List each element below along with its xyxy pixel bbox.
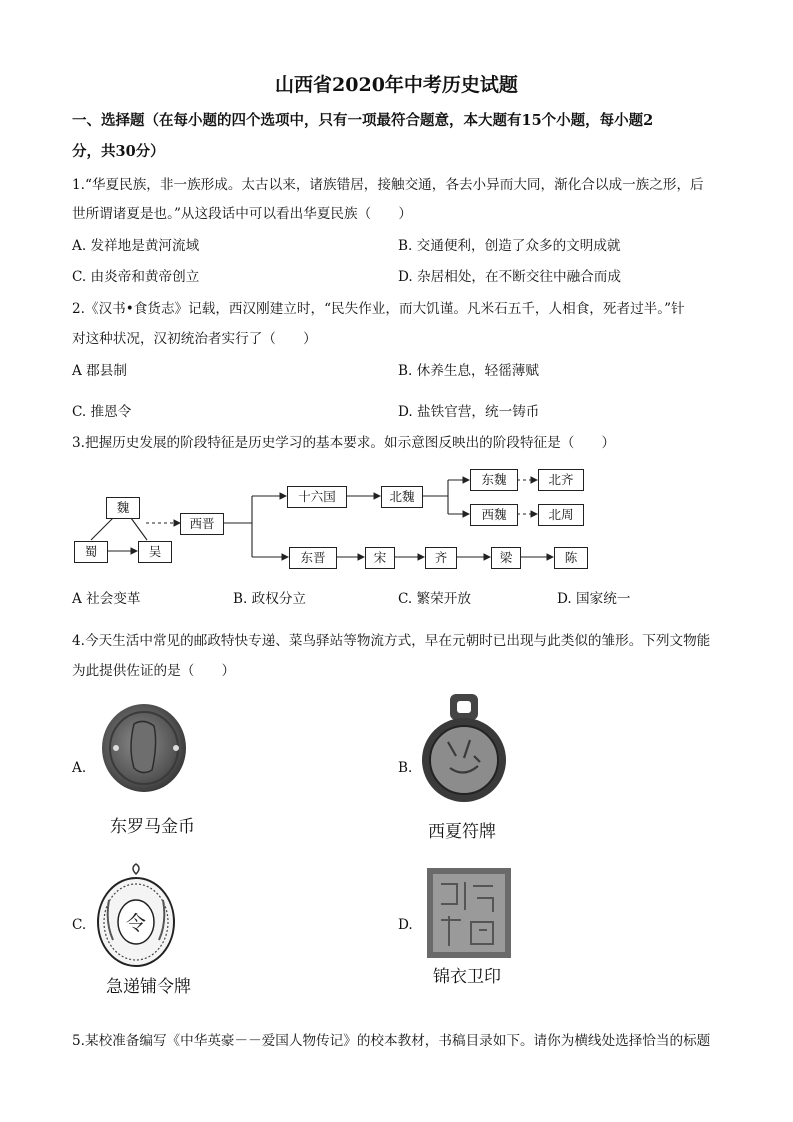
q2-option-d: D. 盐铁官营，统一铸币 — [398, 404, 540, 420]
q3-stem-line1: 3.把握历史发展的阶段特征是历史学习的基本要求。如示意图反映出的阶段特征是（ ） — [72, 435, 616, 451]
q3-option-c: C. 繁荣开放 — [398, 591, 471, 607]
q4-option-d-letter: D. — [398, 917, 413, 933]
q4-option-b-letter: B. — [398, 760, 413, 776]
q4-option-a-caption: 东罗马金币 — [110, 817, 195, 837]
q2-stem-line1: 2.《汉书•食货志》记载，西汉刚建立时，“民失作业，而大饥谨。凡米石五千，人相食，死者过半。”针 — [72, 301, 685, 317]
diagram-box-wei: 魏 — [106, 497, 140, 519]
q2-option-b: B. 休养生息，轻徭薄赋 — [398, 363, 539, 379]
diagram-box-dongwei: 东魏 — [470, 469, 518, 491]
q2-option-c: C. 推恩令 — [72, 404, 132, 420]
svg-text:令: 令 — [126, 911, 146, 935]
page-title: 山西省2020年中考历史试题 — [275, 74, 518, 96]
q4-option-d-caption: 锦衣卫印 — [433, 967, 501, 987]
diagram-box-xiwei: 西魏 — [470, 504, 518, 526]
diagram-box-beizhou: 北周 — [538, 504, 584, 526]
q1-option-c: C. 由炎帝和黄帝创立 — [72, 269, 200, 285]
diagram-box-qi: 齐 — [425, 547, 457, 569]
q2-option-a: A 郡县制 — [72, 363, 127, 379]
q1-option-a: A. 发祥地是黄河流域 — [72, 238, 200, 254]
q1-option-b: B. 交通便利，创造了众多的文明成就 — [398, 238, 621, 254]
q3-option-b: B. 政权分立 — [233, 591, 307, 607]
q2-stem-line2: 对这种状况，汉初统治者实行了（ ） — [72, 331, 317, 347]
byzantine-gold-coin-image — [98, 702, 190, 794]
diagram-box-song: 宋 — [365, 547, 395, 569]
section-heading-line2: 分，共30分） — [72, 143, 165, 160]
q4-option-c-letter: C. — [72, 917, 87, 933]
q1-stem-line1: 1.“华夏民族，非一族形成。太古以来，诸族错居，接触交通，各去小异而大同，渐化合以成一族之形，后 — [72, 177, 704, 193]
q3-option-a: A 社会变革 — [72, 591, 141, 607]
q3-option-d: D. 国家统一 — [557, 591, 631, 607]
q4-stem-line1: 4.今天生活中常见的邮政特快专递、菜鸟驿站等物流方式，早在元朝时已出现与此类似的雏形。下列文物能 — [72, 633, 711, 649]
western-xia-tally-image — [418, 690, 510, 806]
brocade-guard-seal-image — [427, 868, 511, 958]
q4-option-a-letter: A. — [72, 760, 87, 776]
diagram-box-wu: 吴 — [138, 541, 172, 563]
diagram-box-shu: 蜀 — [74, 541, 108, 563]
q4-stem-line2: 为此提供佐证的是（ ） — [72, 663, 236, 679]
q1-option-d: D. 杂居相处，在不断交往中融合而成 — [398, 269, 621, 285]
diagram-box-xijin: 西晋 — [180, 513, 224, 535]
diagram-box-liang: 梁 — [491, 547, 521, 569]
q4-option-b-caption: 西夏符牌 — [428, 822, 496, 842]
diagram-box-shiliuguo: 十六国 — [287, 486, 347, 508]
section-heading-line1: 一、选择题（在每小题的四个选项中，只有一项最符合题意，本大题有15个小题，每小题2 — [72, 112, 654, 129]
diagram-box-dongjin: 东晋 — [289, 547, 337, 569]
relay-token-image — [93, 860, 179, 972]
diagram-box-beiqi: 北齐 — [538, 469, 584, 491]
q1-stem-line2: 世所谓诸夏是也。”从这段话中可以看出华夏民族（ ） — [72, 206, 412, 222]
diagram-box-chen: 陈 — [554, 547, 588, 569]
q5-stem-line1: 5.某校准备编写《中华英豪－－爱国人物传记》的校本教材，书稿目录如下。请你为横线处选择恰当的标题 — [72, 1033, 711, 1049]
diagram-box-beiwei: 北魏 — [381, 486, 423, 508]
q4-option-c-caption: 急递铺令牌 — [106, 977, 191, 997]
